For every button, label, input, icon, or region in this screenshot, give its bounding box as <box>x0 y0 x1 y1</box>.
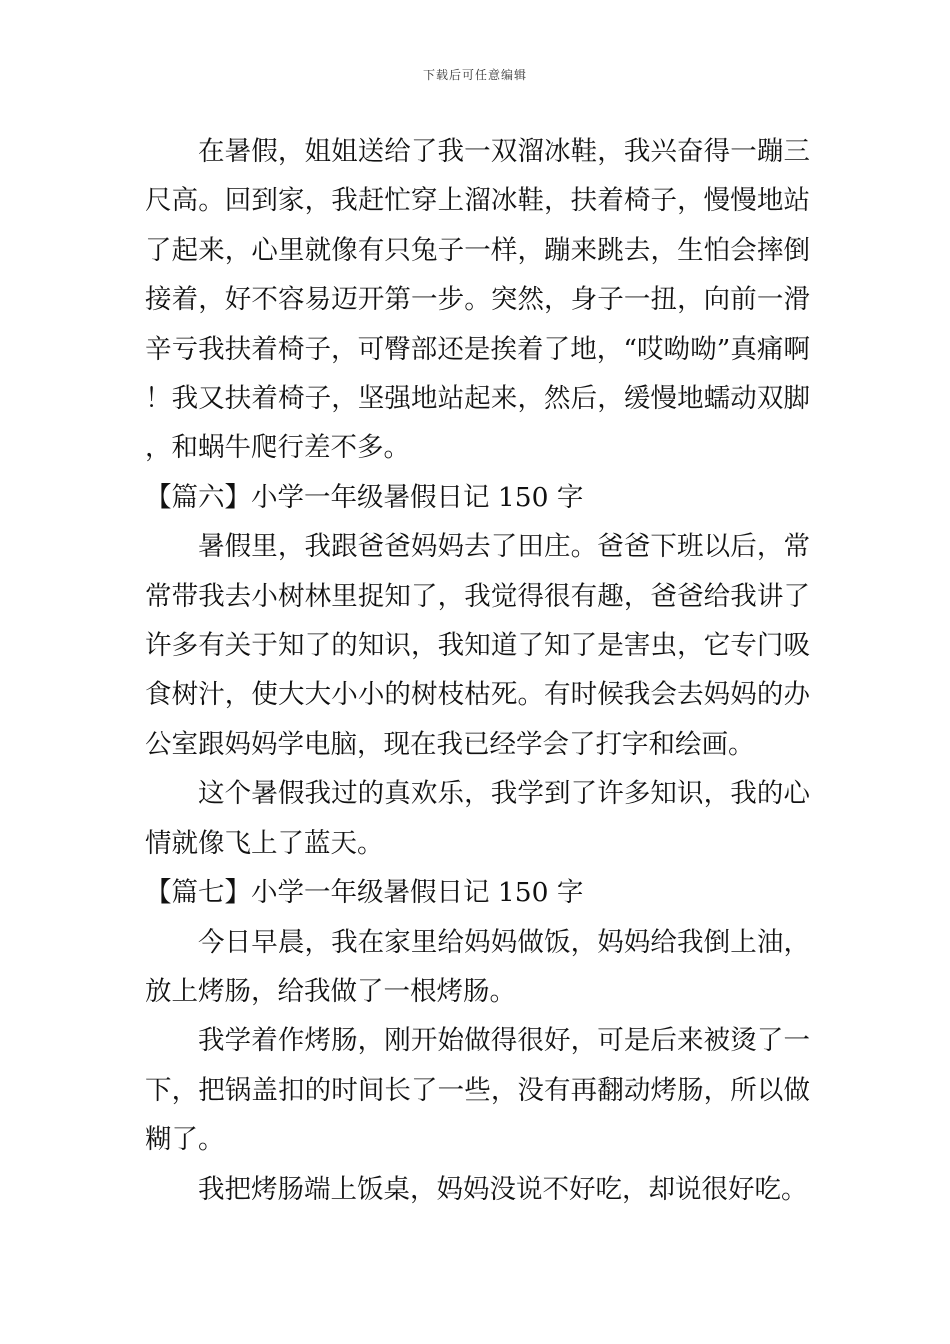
section-heading-6: 【篇六】小学一年级暑假日记 150 字 <box>145 481 584 513</box>
paragraph-dinner-table: 我把烤肠端上饭桌，妈妈没说不好吃，却说很好吃。 <box>198 1173 808 1205</box>
paragraph-roller-skates: 在暑假，姐姐送给了我一双溜冰鞋，我兴奋得一蹦三尺高。回到家，我赶忙穿上溜冰鞋，扶着椅子，慢慢地站了起来，心里就像有只兔子一样，蹦来跳去，生怕会摔倒接着，好不容易迈开第一步。突然，身子一扭，向前一滑辛亏我扶着椅子，可臀部还是挨着了地，“哎呦呦”真痛啊！我又扶着椅子，坚强地站起来，然后，缓慢地蠕动双脚，和蜗牛爬行差不多。 <box>145 136 810 464</box>
paragraph-morning-cooking: 今日早晨，我在家里给妈妈做饭，妈妈给我倒上油，放上烤肠，给我做了一根烤肠。 <box>145 926 810 1007</box>
paragraph-sausage-burnt: 我学着作烤肠，刚开始做得很好，可是后来被烫了一下，把锅盖扣的时间长了一些，没有再翻动烤肠，所以做糊了。 <box>145 1025 810 1156</box>
paragraph-tianzhuang: 暑假里，我跟爸爸妈妈去了田庄。爸爸下班以后，常常带我去小树林里捉知了，我觉得很有趣，爸爸给我讲了许多有关于知了的知识，我知道了知了是害虫，它专门吸食树汁，使大大小小的树枝枯死。有时候我会去妈妈的办公室跟妈妈学电脑，现在我已经学会了打字和绘画。 <box>145 531 810 760</box>
section-heading-7: 【篇七】小学一年级暑假日记 150 字 <box>145 877 584 909</box>
document-body <box>145 127 810 1214</box>
page-header: 下载后可任意编辑 <box>422 68 527 82</box>
paragraph-summer-happy: 这个暑假我过的真欢乐，我学到了许多知识，我的心情就像飞上了蓝天。 <box>145 778 810 859</box>
